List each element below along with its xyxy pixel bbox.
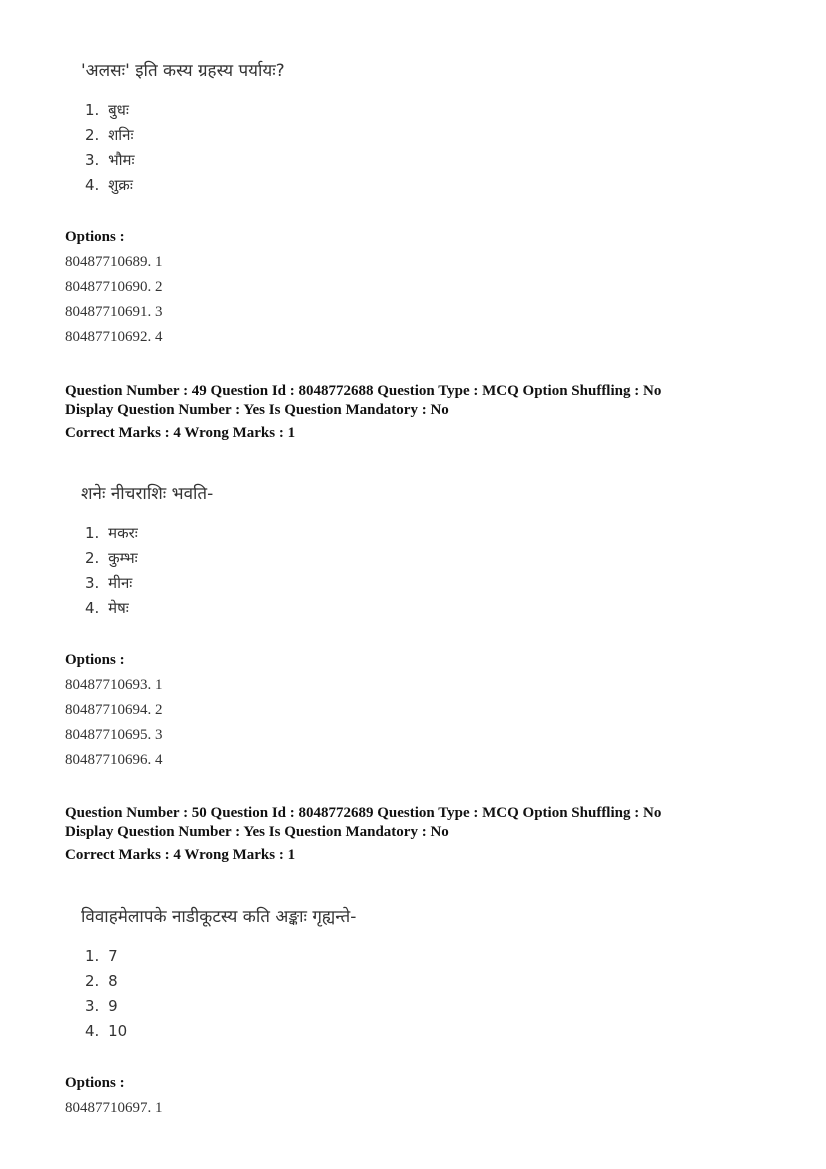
question-meta (65, 382, 765, 443)
option-id: 80487710696. 4 (65, 752, 163, 768)
option-id: 80487710689. 1 (65, 254, 163, 270)
question-meta-line: Question Number : 49 Question Id : 8048772688 Question Type : MCQ Option Shuffling : No (65, 383, 662, 399)
marks-line: Correct Marks : 4 Wrong Marks : 1 (65, 425, 296, 441)
option-id-list (65, 673, 163, 773)
answer-choice: 3. भौमः (85, 151, 135, 169)
question-text: 'अलसः' इति कस्य ग्रहस्य पर्यायः? (81, 61, 285, 81)
options-label: Options : (65, 1075, 125, 1091)
answer-choice: 3. मीनः (85, 574, 133, 592)
options-label: Options : (65, 229, 125, 245)
answer-choice: 2. शनिः (85, 126, 134, 144)
option-id-list (65, 250, 163, 350)
option-id: 80487710693. 1 (65, 677, 163, 693)
answer-choices (85, 944, 127, 1044)
option-id: 80487710695. 3 (65, 727, 163, 743)
answer-choices (85, 98, 135, 198)
answer-choices (85, 521, 138, 621)
option-id: 80487710697. 1 (65, 1100, 163, 1116)
question-meta (65, 804, 765, 865)
answer-choice: 4. मेषः (85, 599, 129, 617)
option-id: 80487710690. 2 (65, 279, 163, 295)
option-id: 80487710691. 3 (65, 304, 163, 320)
option-id: 80487710694. 2 (65, 702, 163, 718)
marks-line: Correct Marks : 4 Wrong Marks : 1 (65, 847, 296, 863)
question-meta-line: Display Question Number : Yes Is Question Mandatory : No (65, 824, 449, 840)
answer-choice: 1. बुधः (85, 101, 129, 119)
answer-choice: 4. 10 (85, 1022, 128, 1040)
answer-choice: 1. 7 (85, 947, 118, 965)
question-text: विवाहमेलापके नाडीकूटस्य कति अङ्काः गृह्यन्ते- (81, 907, 357, 927)
answer-choice: 4. शुक्रः (85, 176, 133, 194)
answer-choice: 2. कुम्भः (85, 549, 138, 567)
answer-choice: 2. 8 (85, 972, 118, 990)
answer-choice: 1. मकरः (85, 524, 138, 542)
options-label: Options : (65, 652, 125, 668)
question-meta-line: Question Number : 50 Question Id : 8048772689 Question Type : MCQ Option Shuffling : No (65, 805, 662, 821)
question-text: शनेः नीचराशिः भवति- (81, 484, 214, 504)
option-id-list (65, 1096, 163, 1121)
answer-choice: 3. 9 (85, 997, 118, 1015)
option-id: 80487710692. 4 (65, 329, 163, 345)
question-meta-line: Display Question Number : Yes Is Question Mandatory : No (65, 402, 449, 418)
